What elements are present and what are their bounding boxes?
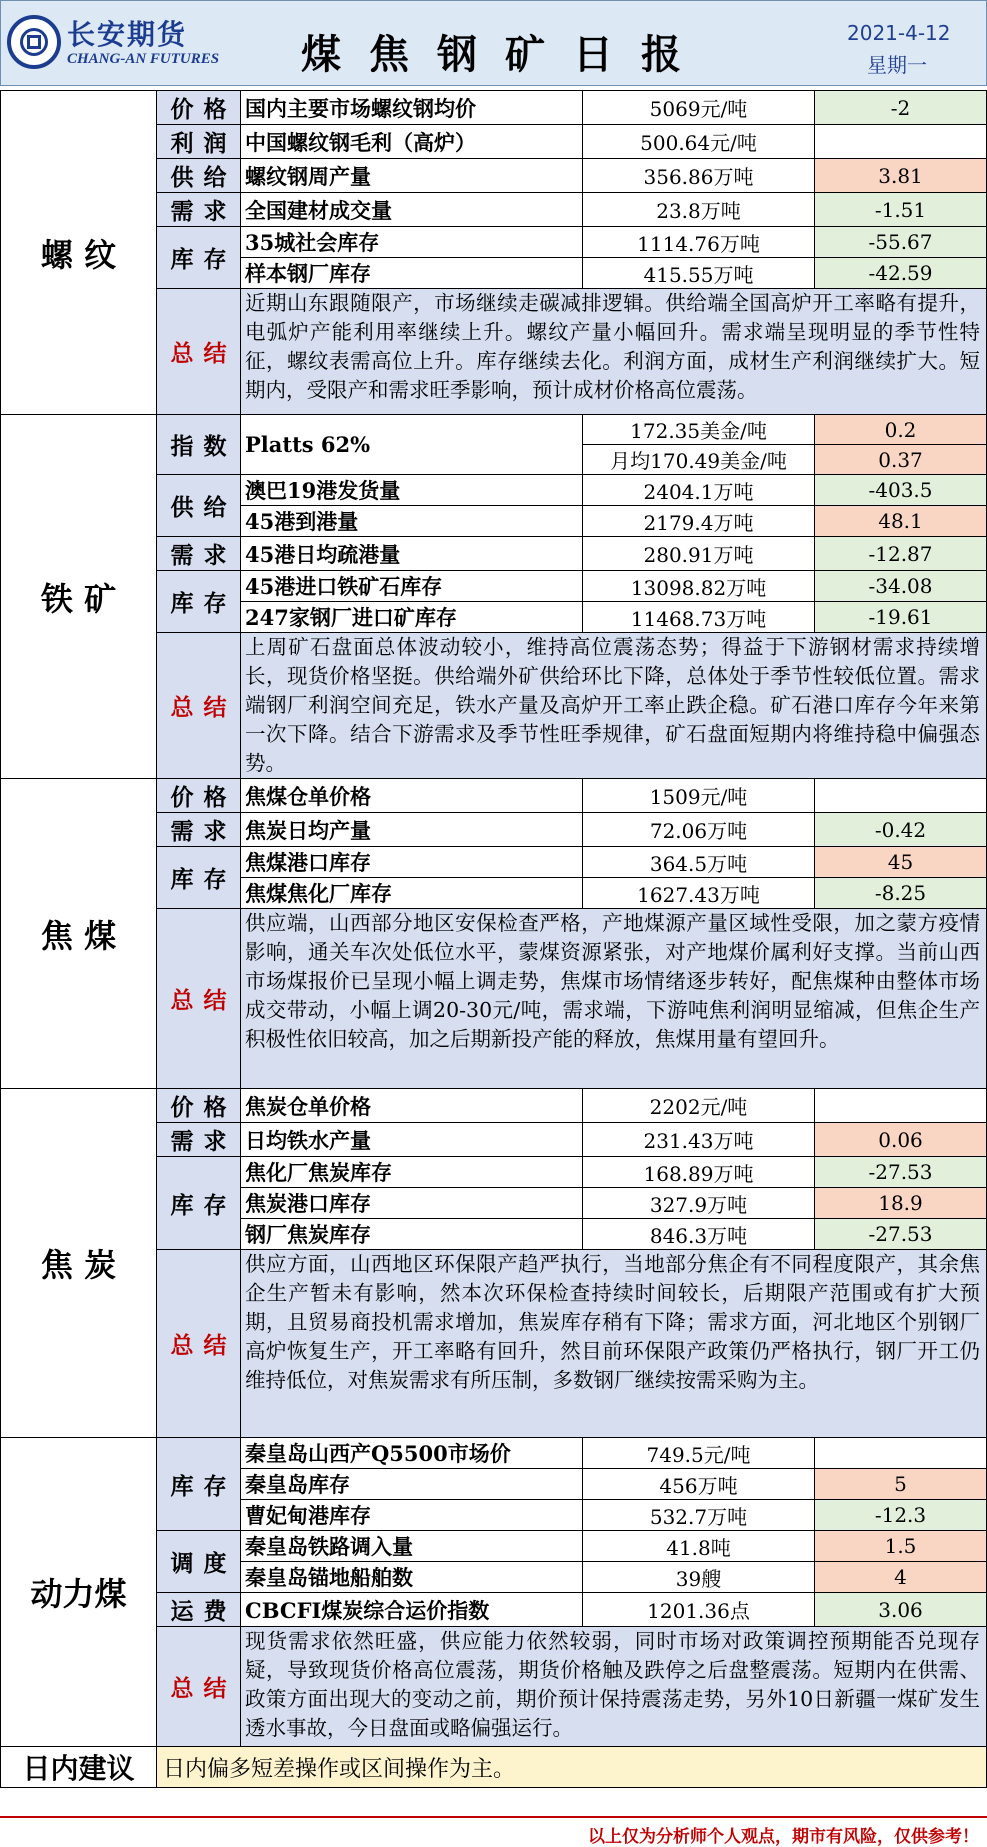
indicator-name: 钢厂焦炭库存 xyxy=(241,1219,583,1250)
summary-label: 总结 xyxy=(157,1627,241,1747)
footer-divider xyxy=(0,1816,987,1818)
indicator-change: -0.42 xyxy=(815,813,987,847)
section-thermal-coal-name: 动力煤 xyxy=(1,1438,157,1747)
category-label: 价格 xyxy=(157,779,241,813)
category-label: 价格 xyxy=(157,91,241,125)
indicator-value: 1627.43万吨 xyxy=(583,878,815,909)
indicator-value: 1201.36点 xyxy=(583,1593,815,1627)
indicator-value: 23.8万吨 xyxy=(583,193,815,227)
indicator-name: 45港进口铁矿石库存 xyxy=(241,571,583,602)
indicator-name: 中国螺纹钢毛利（高炉） xyxy=(241,125,583,159)
category-label: 库存 xyxy=(157,227,241,289)
indicator-change: -42.59 xyxy=(815,258,987,289)
indicator-value: 532.7万吨 xyxy=(583,1500,815,1531)
indicator-value: 456万吨 xyxy=(583,1469,815,1500)
indicator-change: -19.61 xyxy=(815,602,987,633)
indicator-name: 焦化厂焦炭库存 xyxy=(241,1157,583,1188)
category-label: 运费 xyxy=(157,1593,241,1627)
category-label: 供给 xyxy=(157,475,241,537)
company-name-cn: 长安期货 xyxy=(67,18,188,51)
category-label: 库存 xyxy=(157,847,241,909)
summary-text: 供应方面，山西地区环保限产趋严执行，当地部分焦企有不同程度限产，其余焦企生产暂未有影响，然本次环保检查持续时间较长，后期限产范围或有扩大预期，且贸易商投机需求增加，焦炭库存稍有下降；需求方面，河北地区个别钢厂高炉恢复生产，开工率略有回升，然目前环保限产政策仍严格执行，钢厂开工仍维持低位，对焦炭需求有所压制，多数钢厂继续按需采购为主。 xyxy=(241,1250,987,1438)
indicator-value: 168.89万吨 xyxy=(583,1157,815,1188)
indicator-value: 1114.76万吨 xyxy=(583,227,815,258)
indicator-value: 846.3万吨 xyxy=(583,1219,815,1250)
indicator-change: -27.53 xyxy=(815,1219,987,1250)
indicator-change xyxy=(815,1438,987,1469)
indicator-value: 749.5元/吨 xyxy=(583,1438,815,1469)
indicator-change: 0.37 xyxy=(815,445,987,475)
report-date: 2021-4-12 xyxy=(847,21,951,45)
indicator-value: 72.06万吨 xyxy=(583,813,815,847)
summary-text: 上周矿石盘面总体波动较小，维持高位震荡态势；得益于下游钢材需求持续增长，现货价格坚挺。供给端外矿供给环比下降，总体处于季节性较低位置。需求端钢厂利润空间充足，铁水产量及高炉开工率止跌企稳。矿石港口库存今年来第一次下降。结合下游需求及季节性旺季规律，矿石盘面短期内将维持稳中偏强态势。 xyxy=(241,633,987,779)
indicator-value: 280.91万吨 xyxy=(583,537,815,571)
indicator-value: 172.35美金/吨 xyxy=(583,415,815,445)
category-label: 指数 xyxy=(157,415,241,475)
indicator-name: 曹妃甸港库存 xyxy=(241,1500,583,1531)
indicator-value: 2404.1万吨 xyxy=(583,475,815,506)
indicator-name: 35城社会库存 xyxy=(241,227,583,258)
indicator-name: 秦皇岛库存 xyxy=(241,1469,583,1500)
category-label: 库存 xyxy=(157,1438,241,1531)
indicator-change: -27.53 xyxy=(815,1157,987,1188)
company-name-en: CHANG-AN FUTURES xyxy=(67,51,220,67)
indicator-name: 澳巴19港发货量 xyxy=(241,475,583,506)
indicator-value: 41.8吨 xyxy=(583,1531,815,1562)
indicator-change: 45 xyxy=(815,847,987,878)
indicator-change: -12.3 xyxy=(815,1500,987,1531)
report-header xyxy=(0,0,987,86)
report-title: 煤焦钢矿日报 xyxy=(301,32,709,78)
indicator-value: 500.64元/吨 xyxy=(583,125,815,159)
indicator-name: 焦炭仓单价格 xyxy=(241,1089,583,1123)
indicator-change: -12.87 xyxy=(815,537,987,571)
indicator-change xyxy=(815,125,987,159)
indicator-value: 415.55万吨 xyxy=(583,258,815,289)
indicator-value: 5069元/吨 xyxy=(583,91,815,125)
indicator-name: CBCFI煤炭综合运价指数 xyxy=(241,1593,583,1627)
indicator-name: 螺纹钢周产量 xyxy=(241,159,583,193)
summary-label: 总结 xyxy=(157,909,241,1089)
indicator-name: 秦皇岛山西产Q5500市场价 xyxy=(241,1438,583,1469)
indicator-change: 48.1 xyxy=(815,506,987,537)
indicator-name: 焦煤焦化厂库存 xyxy=(241,878,583,909)
indicator-value: 327.9万吨 xyxy=(583,1188,815,1219)
indicator-name: 焦炭日均产量 xyxy=(241,813,583,847)
section-coke-name: 焦 炭 xyxy=(1,1089,157,1438)
company-logo-icon xyxy=(7,15,61,69)
indicator-value: 2202元/吨 xyxy=(583,1089,815,1123)
category-label: 需求 xyxy=(157,537,241,571)
category-label: 库存 xyxy=(157,571,241,633)
section-rebar-name: 螺 纹 xyxy=(1,91,157,415)
category-label: 需求 xyxy=(157,1123,241,1157)
indicator-name: 焦煤仓单价格 xyxy=(241,779,583,813)
indicator-name: 45港日均疏港量 xyxy=(241,537,583,571)
category-label: 调度 xyxy=(157,1531,241,1593)
category-label: 供给 xyxy=(157,159,241,193)
indicator-change: -1.51 xyxy=(815,193,987,227)
indicator-change xyxy=(815,779,987,813)
category-label: 需求 xyxy=(157,193,241,227)
indicator-change: 5 xyxy=(815,1469,987,1500)
section-iron-ore-name: 铁 矿 xyxy=(1,415,157,779)
indicator-change: -403.5 xyxy=(815,475,987,506)
indicator-value: 1509元/吨 xyxy=(583,779,815,813)
report-table xyxy=(0,90,987,1788)
indicator-name: 样本钢厂库存 xyxy=(241,258,583,289)
indicator-value: 11468.73万吨 xyxy=(583,602,815,633)
indicator-name: 全国建材成交量 xyxy=(241,193,583,227)
summary-text: 供应端，山西部分地区安保检查严格，产地煤源产量区域性受限，加之蒙方疫情影响，通关车次处低位水平，蒙煤资源紧张，对产地煤价属利好支撑。当前山西市场煤报价已呈现小幅上调走势，焦煤市场情绪逐步转好，配焦煤种由整体市场成交带动，小幅上调20-30元/吨，需求端，下游吨焦利润明显缩减，但焦企生产积极性依旧较高，加之后期新投产能的释放，焦煤用量有望回升。 xyxy=(241,909,987,1089)
indicator-change: 18.9 xyxy=(815,1188,987,1219)
section-coking-coal-name: 焦 煤 xyxy=(1,779,157,1089)
summary-label: 总结 xyxy=(157,633,241,779)
indicator-value: 356.86万吨 xyxy=(583,159,815,193)
summary-text: 近期山东跟随限产，市场继续走碳减排逻辑。供给端全国高炉开工率略有提升，电弧炉产能利用率继续上升。螺纹产量小幅回升。需求端呈现明显的季节性特征，螺纹表需高位上升。库存继续去化。利润方面，成材生产利润继续扩大。短期内，受限产和需求旺季影响，预计成材价格高位震荡。 xyxy=(241,289,987,415)
indicator-change: 3.06 xyxy=(815,1593,987,1627)
indicator-change: 1.5 xyxy=(815,1531,987,1562)
indicator-change: 4 xyxy=(815,1562,987,1593)
summary-label: 总结 xyxy=(157,289,241,415)
category-label: 价格 xyxy=(157,1089,241,1123)
advice-label: 日内建议 xyxy=(1,1747,157,1788)
category-label: 库存 xyxy=(157,1157,241,1250)
indicator-change: -55.67 xyxy=(815,227,987,258)
indicator-name: 焦煤港口库存 xyxy=(241,847,583,878)
indicator-value: 364.5万吨 xyxy=(583,847,815,878)
indicator-value: 231.43万吨 xyxy=(583,1123,815,1157)
indicator-name: 日均铁水产量 xyxy=(241,1123,583,1157)
indicator-change: 3.81 xyxy=(815,159,987,193)
summary-label: 总结 xyxy=(157,1250,241,1438)
indicator-name: 国内主要市场螺纹钢均价 xyxy=(241,91,583,125)
indicator-name: Platts 62% xyxy=(241,415,583,475)
indicator-value: 39艘 xyxy=(583,1562,815,1593)
indicator-change: -2 xyxy=(815,91,987,125)
indicator-value: 月均170.49美金/吨 xyxy=(583,445,815,475)
indicator-change xyxy=(815,1089,987,1123)
indicator-value: 2179.4万吨 xyxy=(583,506,815,537)
indicator-change: 0.06 xyxy=(815,1123,987,1157)
report-weekday: 星期一 xyxy=(867,53,927,77)
category-label: 需求 xyxy=(157,813,241,847)
indicator-name: 45港到港量 xyxy=(241,506,583,537)
indicator-name: 焦炭港口库存 xyxy=(241,1188,583,1219)
indicator-change: -8.25 xyxy=(815,878,987,909)
indicator-name: 秦皇岛铁路调入量 xyxy=(241,1531,583,1562)
indicator-change: 0.2 xyxy=(815,415,987,445)
indicator-change: -34.08 xyxy=(815,571,987,602)
advice-text: 日内偏多短差操作或区间操作为主。 xyxy=(157,1747,987,1788)
category-label: 利润 xyxy=(157,125,241,159)
indicator-name: 秦皇岛锚地船舶数 xyxy=(241,1562,583,1593)
disclaimer-text: 以上仅为分析师个人观点，期市有风险，仅供参考！ xyxy=(588,1827,979,1847)
indicator-value: 13098.82万吨 xyxy=(583,571,815,602)
summary-text: 现货需求依然旺盛，供应能力依然较弱，同时市场对政策调控预期能否兑现存疑，导致现货价格高位震荡，期货价格触及跌停之后盘整震荡。短期内在供需、政策方面出现大的变动之前，期价预计保持震荡走势，另外10日新疆一煤矿发生透水事故，今日盘面或略偏强运行。 xyxy=(241,1627,987,1747)
indicator-name: 247家钢厂进口矿库存 xyxy=(241,602,583,633)
